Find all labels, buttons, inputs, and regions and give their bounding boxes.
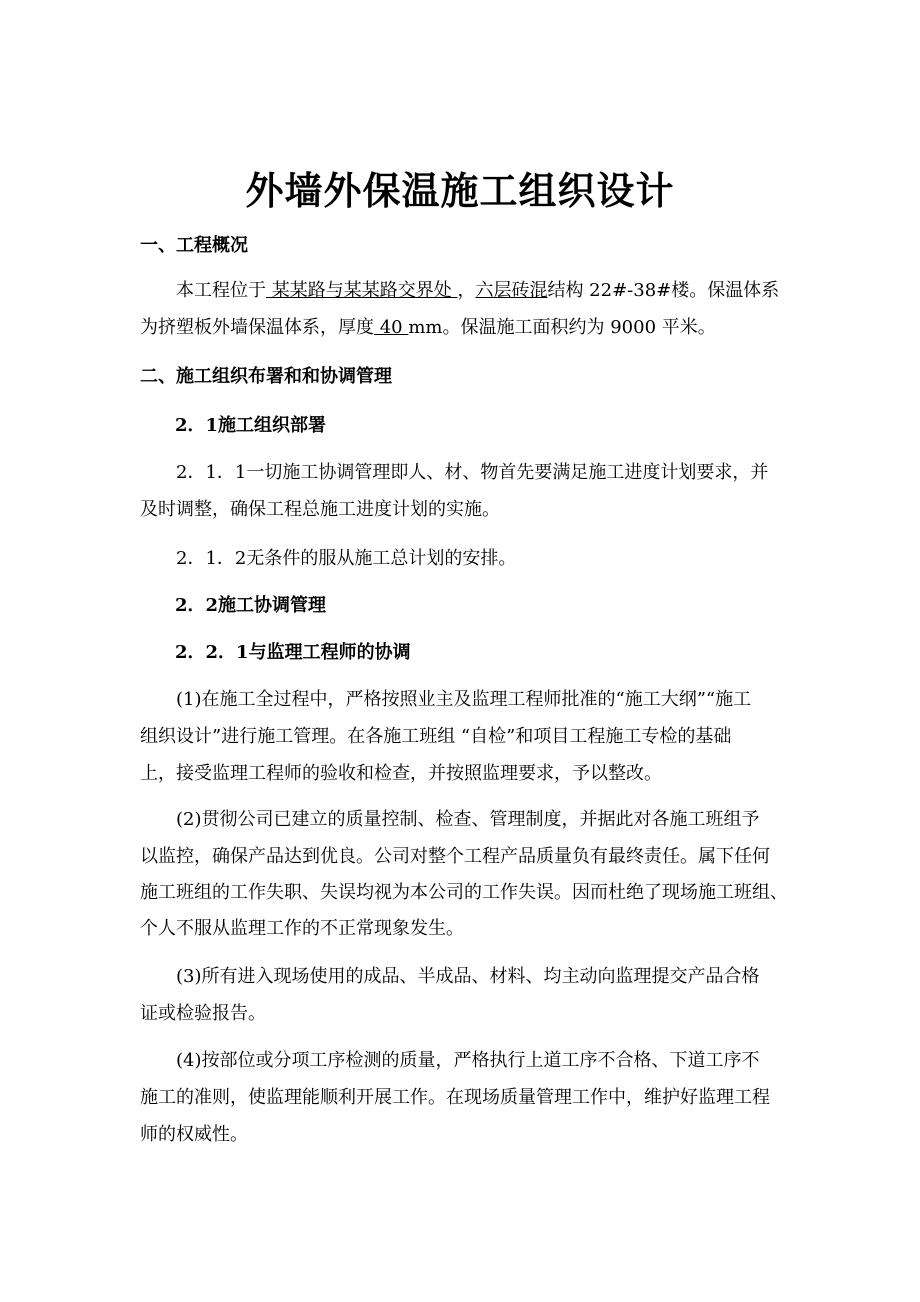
overview-text: 为挤塑板外墙保温体系，厚度 xyxy=(140,317,374,338)
item-3-line-2: 证或检验报告。 xyxy=(140,1003,266,1024)
project-location: 某某路与某某路交界处 xyxy=(266,280,458,301)
insulation-thickness: 40 xyxy=(374,317,409,338)
section-heading-organization: 二、施工组织布署和和协调管理 xyxy=(140,366,392,387)
section-heading-overview: 一、工程概况 xyxy=(140,235,248,256)
item-3-line-1: (3)所有进入现场使用的成品、半成品、材料、均主动向监理提交产品合格 xyxy=(176,966,760,987)
item-4-line-1: (4)按部位或分项工序检测的质量，严格执行上道工序不合格、下道工序不 xyxy=(176,1050,760,1071)
structure-type: 六层砖混 xyxy=(475,280,548,301)
item-2-line-4: 个人不服从监理工作的不正常现象发生。 xyxy=(140,918,464,939)
clause-2-1-2: 2．1．2无条件的服从施工总计划的安排。 xyxy=(176,548,517,569)
clause-2-1-1-line-2: 及时调整，确保工程总施工进度计划的实施。 xyxy=(140,499,500,520)
document-title: 外墙外保温施工组织设计 xyxy=(245,168,675,213)
item-4-line-3: 师的权威性。 xyxy=(140,1124,248,1145)
subsection-heading-2-1: 2．1施工组织部署 xyxy=(175,415,327,436)
overview-text: 结构 22#-38#楼。保温体系 xyxy=(547,280,780,301)
overview-line-1 xyxy=(176,276,779,302)
item-2-line-3: 施工班组的工作失职、失误均视为本公司的工作失误。因而杜绝了现场施工班组、 xyxy=(140,882,788,903)
item-4-line-2: 施工的准则，使监理能顺利开展工作。在现场质量管理工作中，维护好监理工程 xyxy=(140,1087,770,1108)
overview-text: mm。保温施工面积约为 9000 平米。 xyxy=(408,317,716,338)
overview-line-2 xyxy=(140,313,716,339)
overview-text: 本工程位于 xyxy=(176,280,266,301)
item-1-line-2: 组织设计”进行施工管理。在各施工班组 “自检”和项目工程施工专检的基础 xyxy=(140,726,732,747)
item-1-line-3: 上，接受监理工程师的验收和检查，并按照监理要求，予以整改。 xyxy=(140,763,662,784)
subsection-heading-2-2: 2．2施工协调管理 xyxy=(175,595,327,616)
overview-text: ， xyxy=(457,280,476,301)
clause-2-1-1-line-1: 2．1．1一切施工协调管理即人、材、物首先要满足施工进度计划要求，并 xyxy=(176,462,769,483)
subsection-heading-2-2-1: 2．2．1与监理工程师的协调 xyxy=(175,642,411,663)
item-1-line-1: (1)在施工全过程中，严格按照业主及监理工程师批准的“施工大纲”“施工 xyxy=(176,689,752,710)
item-2-line-1: (2)贯彻公司已建立的质量控制、检查、管理制度，并据此对各施工班组予 xyxy=(176,809,760,830)
item-2-line-2: 以监控，确保产品达到优良。公司对整个工程产品质量负有最终责任。属下任何 xyxy=(140,846,770,867)
